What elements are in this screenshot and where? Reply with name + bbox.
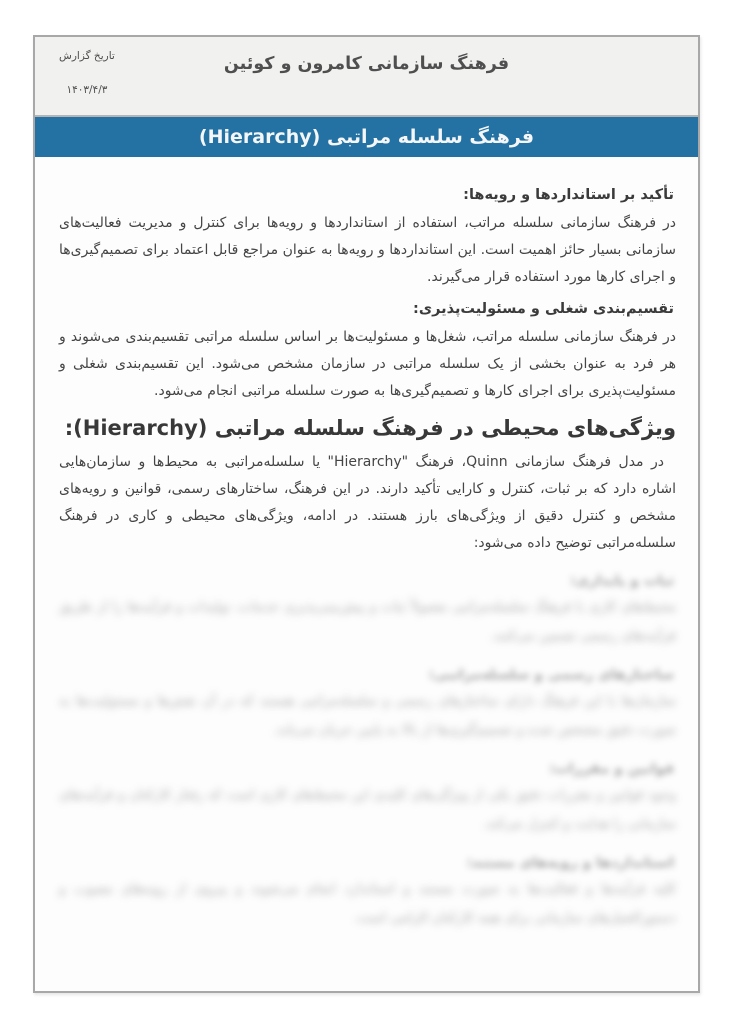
blurred-paragraph-1: محیط‌های کاری با فرهنگ سلسله‌مراتبی معمولاً ثبات و پیش‌بینی‌پذیری خدمات، تولیدات و فرآیندها را از طریق فرآیندهای رسمی تضمین می‌کنند. [59, 599, 676, 644]
redacted-content [59, 573, 676, 933]
report-date-block [59, 50, 115, 96]
document-header [35, 37, 698, 117]
paragraph-job-division: در فرهنگ سازمانی سلسله مراتب، شغل‌ها و مسئولیت‌ها بر اساس سلسله مراتبی تقسیم‌بندی می‌شوند و هر فرد به عنوان بخشی از یک سلسله مراتبی در سازمان مشخص می‌شود. این تقسیم‌بندی شغلی و مسئولیت‌پذیری برای اجرای کارها و تصمیم‌گیری‌ها به صورت سلسله مراتبی انجام می‌شود. [59, 329, 676, 399]
document-body [35, 157, 698, 933]
blurred-paragraph-3: وجود قوانین و مقررات دقیق یکی از ویژگی‌های کلیدی این محیط‌های کاری است که رفتار کارکنان و فرآیندهای سازمانی را هدایت و کنترل می‌کند. [59, 787, 676, 832]
document-title: فرهنگ سازمانی کامرون و کوئین [223, 54, 510, 74]
blurred-heading-4: استانداردها و رویه‌های مستند: [466, 855, 674, 871]
blurred-heading-1: ثبات و پایداری: [570, 573, 674, 589]
report-date-value: ۱۴۰۳/۴/۳ [66, 84, 108, 96]
paragraph-standards: در فرهنگ سازمانی سلسله مراتب، استفاده از استانداردها و رویه‌ها برای کنترل و مدیریت فعالیت‌های سازمانی بسیار حائز اهمیت است. این استانداردها و رویه‌ها به عنوان مراجع قابل اعتماد برای تصمیم‌گیری‌ها و اجرای کارها مورد استفاده قرار می‌گیرند. [59, 215, 676, 285]
section-banner-hierarchy: فرهنگ سلسله مراتبی (Hierarchy) [35, 117, 698, 157]
blurred-heading-2: ساختارهای رسمی و سلسله‌مراتبی: [428, 667, 674, 683]
blurred-heading-3: قوانین و مقررات: [549, 761, 674, 777]
paragraph-environment-intro: در مدل فرهنگ سازمانی Quinn، فرهنگ "Hierarchy" یا سلسله‌مراتبی به محیط‌ها و سازمان‌هایی اشاره دارد که بر ثبات، کنترل و کارایی تأکید دارند. در این فرهنگ، ساختارهای رسمی، قوانین و رویه‌های مشخص و کنترل دقیق از ویژگی‌های بارز هستند. در ادامه، ویژگی‌های محیطی و کاری در فرهنگ سلسله‌مراتبی توضیح داده می‌شود: [59, 454, 676, 551]
heading-standards: تأکید بر استانداردها و رویه‌ها: [463, 187, 674, 203]
report-date-label: تاریخ گزارش [59, 50, 115, 62]
heading-environment-features: ویژگی‌های محیطی در فرهنگ سلسله مراتبی (Hierarchy): [64, 416, 676, 440]
blurred-paragraph-2: سازمان‌ها با این فرهنگ دارای ساختارهای رسمی و سلسله‌مراتبی هستند که در آن نقش‌ها و مسئولیت‌ها به صورت دقیق مشخص شده و تصمیم‌گیری‌ها از بالا به پایین جریان می‌یابد. [59, 693, 676, 738]
blurred-paragraph-4: کلیه فرآیندها و فعالیت‌ها به صورت مستند و استاندارد انجام می‌شوند و پیروی از رویه‌های مصوب و دستورالعمل‌های سازمانی برای همه کارکنان الزامی است. [59, 881, 676, 926]
report-document [33, 35, 700, 993]
heading-job-division: تقسیم‌بندی شغلی و مسئولیت‌پذیری: [413, 301, 674, 317]
